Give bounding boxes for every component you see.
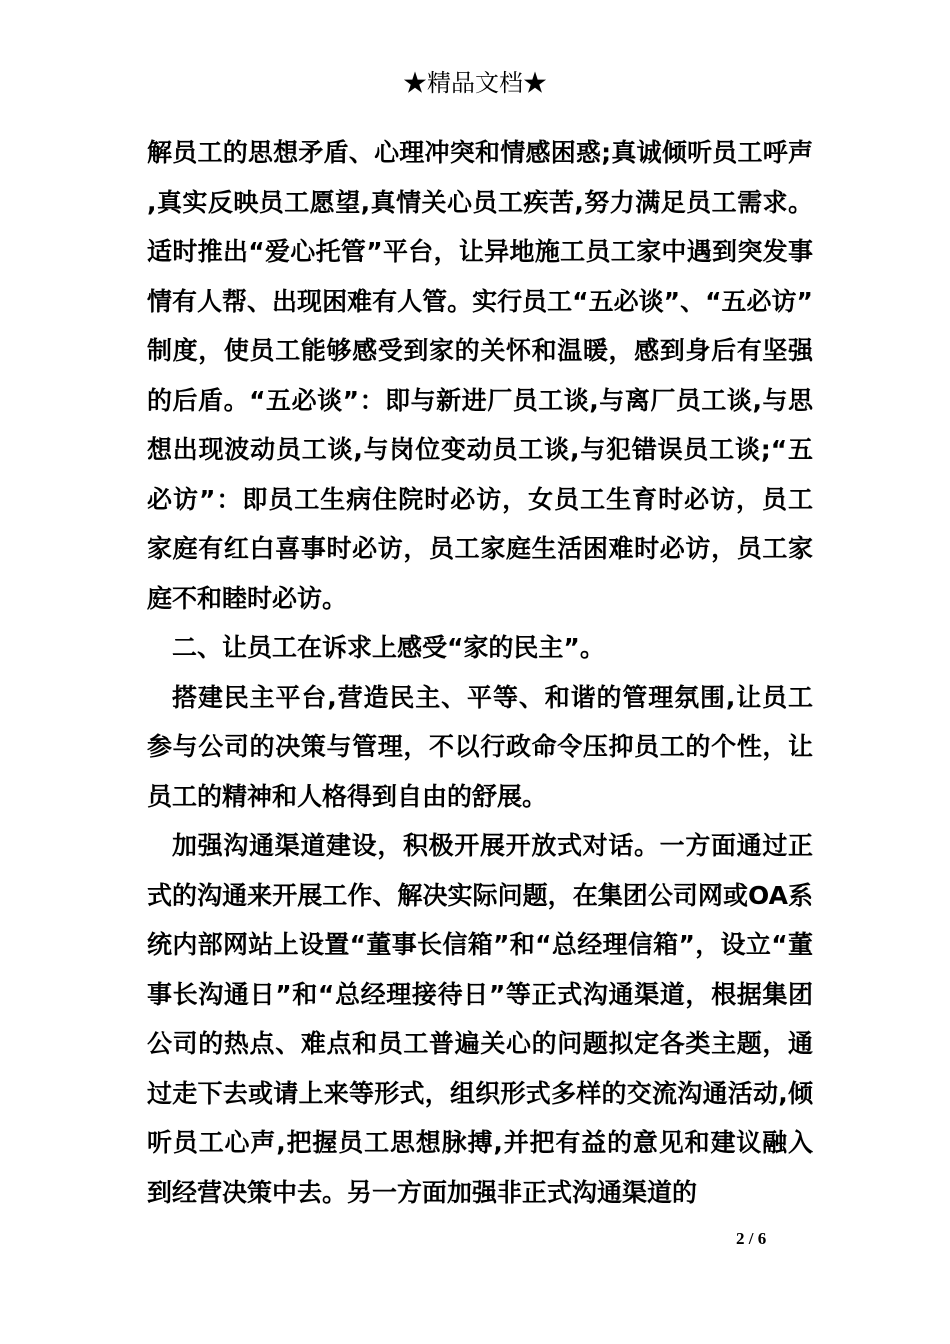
paragraph-3: 搭建民主平台,营造民主、平等、和谐的管理氛围,让员工参与公司的决策与管理，不以行政命令压抑员工的个性，让员工的精神和人格得到自由的舒展。 [147,682,813,811]
paragraph-1: 解员工的思想矛盾、心理冲突和情感困惑;真诚倾听员工呼声,真实反映员工愿望,真情关心员工疾苦,努力满足员工需求。适时推出“爱心托管”平台，让异地施工员工家中遇到突发事情有人帮、出现困难有人管。实行员工“五必谈”、“五必访”制度，使员工能够感受到家的关怀和温暖，感到身后有坚强的后盾。“五必谈”：即与新进厂员工谈,与离厂员工谈,与思想出现波动员工谈,与岗位变动员工谈,与犯错误员工谈;“五必访”：即员工生病住院时必访，女员工生育时必访，员工家庭有红白喜事时必访，员工家庭生活困难时必访，员工家庭不和睦时必访。 [147,138,813,613]
paragraph-4: 加强沟通渠道建设，积极开展开放式对话。一方面通过正式的沟通来开展工作、解决实际问题，在集团公司网或OA系统内部网站上设置“董事长信箱”和“总经理信箱”，设立“董事长沟通日”和“总经理接待日”等正式沟通渠道，根据集团公司的热点、难点和员工普遍关心的问题拟定各类主题，通过走下去或请上来等形式，组织形式多样的交流沟通活动,倾听员工心声,把握员工思想脉搏,并把有益的意见和建议融入到经营决策中去。另一方面加强非正式沟通渠道的 [147,831,813,1207]
paragraph-2-heading: 二、让员工在诉求上感受“家的民主”。 [172,633,605,662]
page-number: 2 / 6 [736,1229,767,1248]
page-header-title: ★精品文档★ [403,69,547,97]
document-body [147,128,813,1217]
